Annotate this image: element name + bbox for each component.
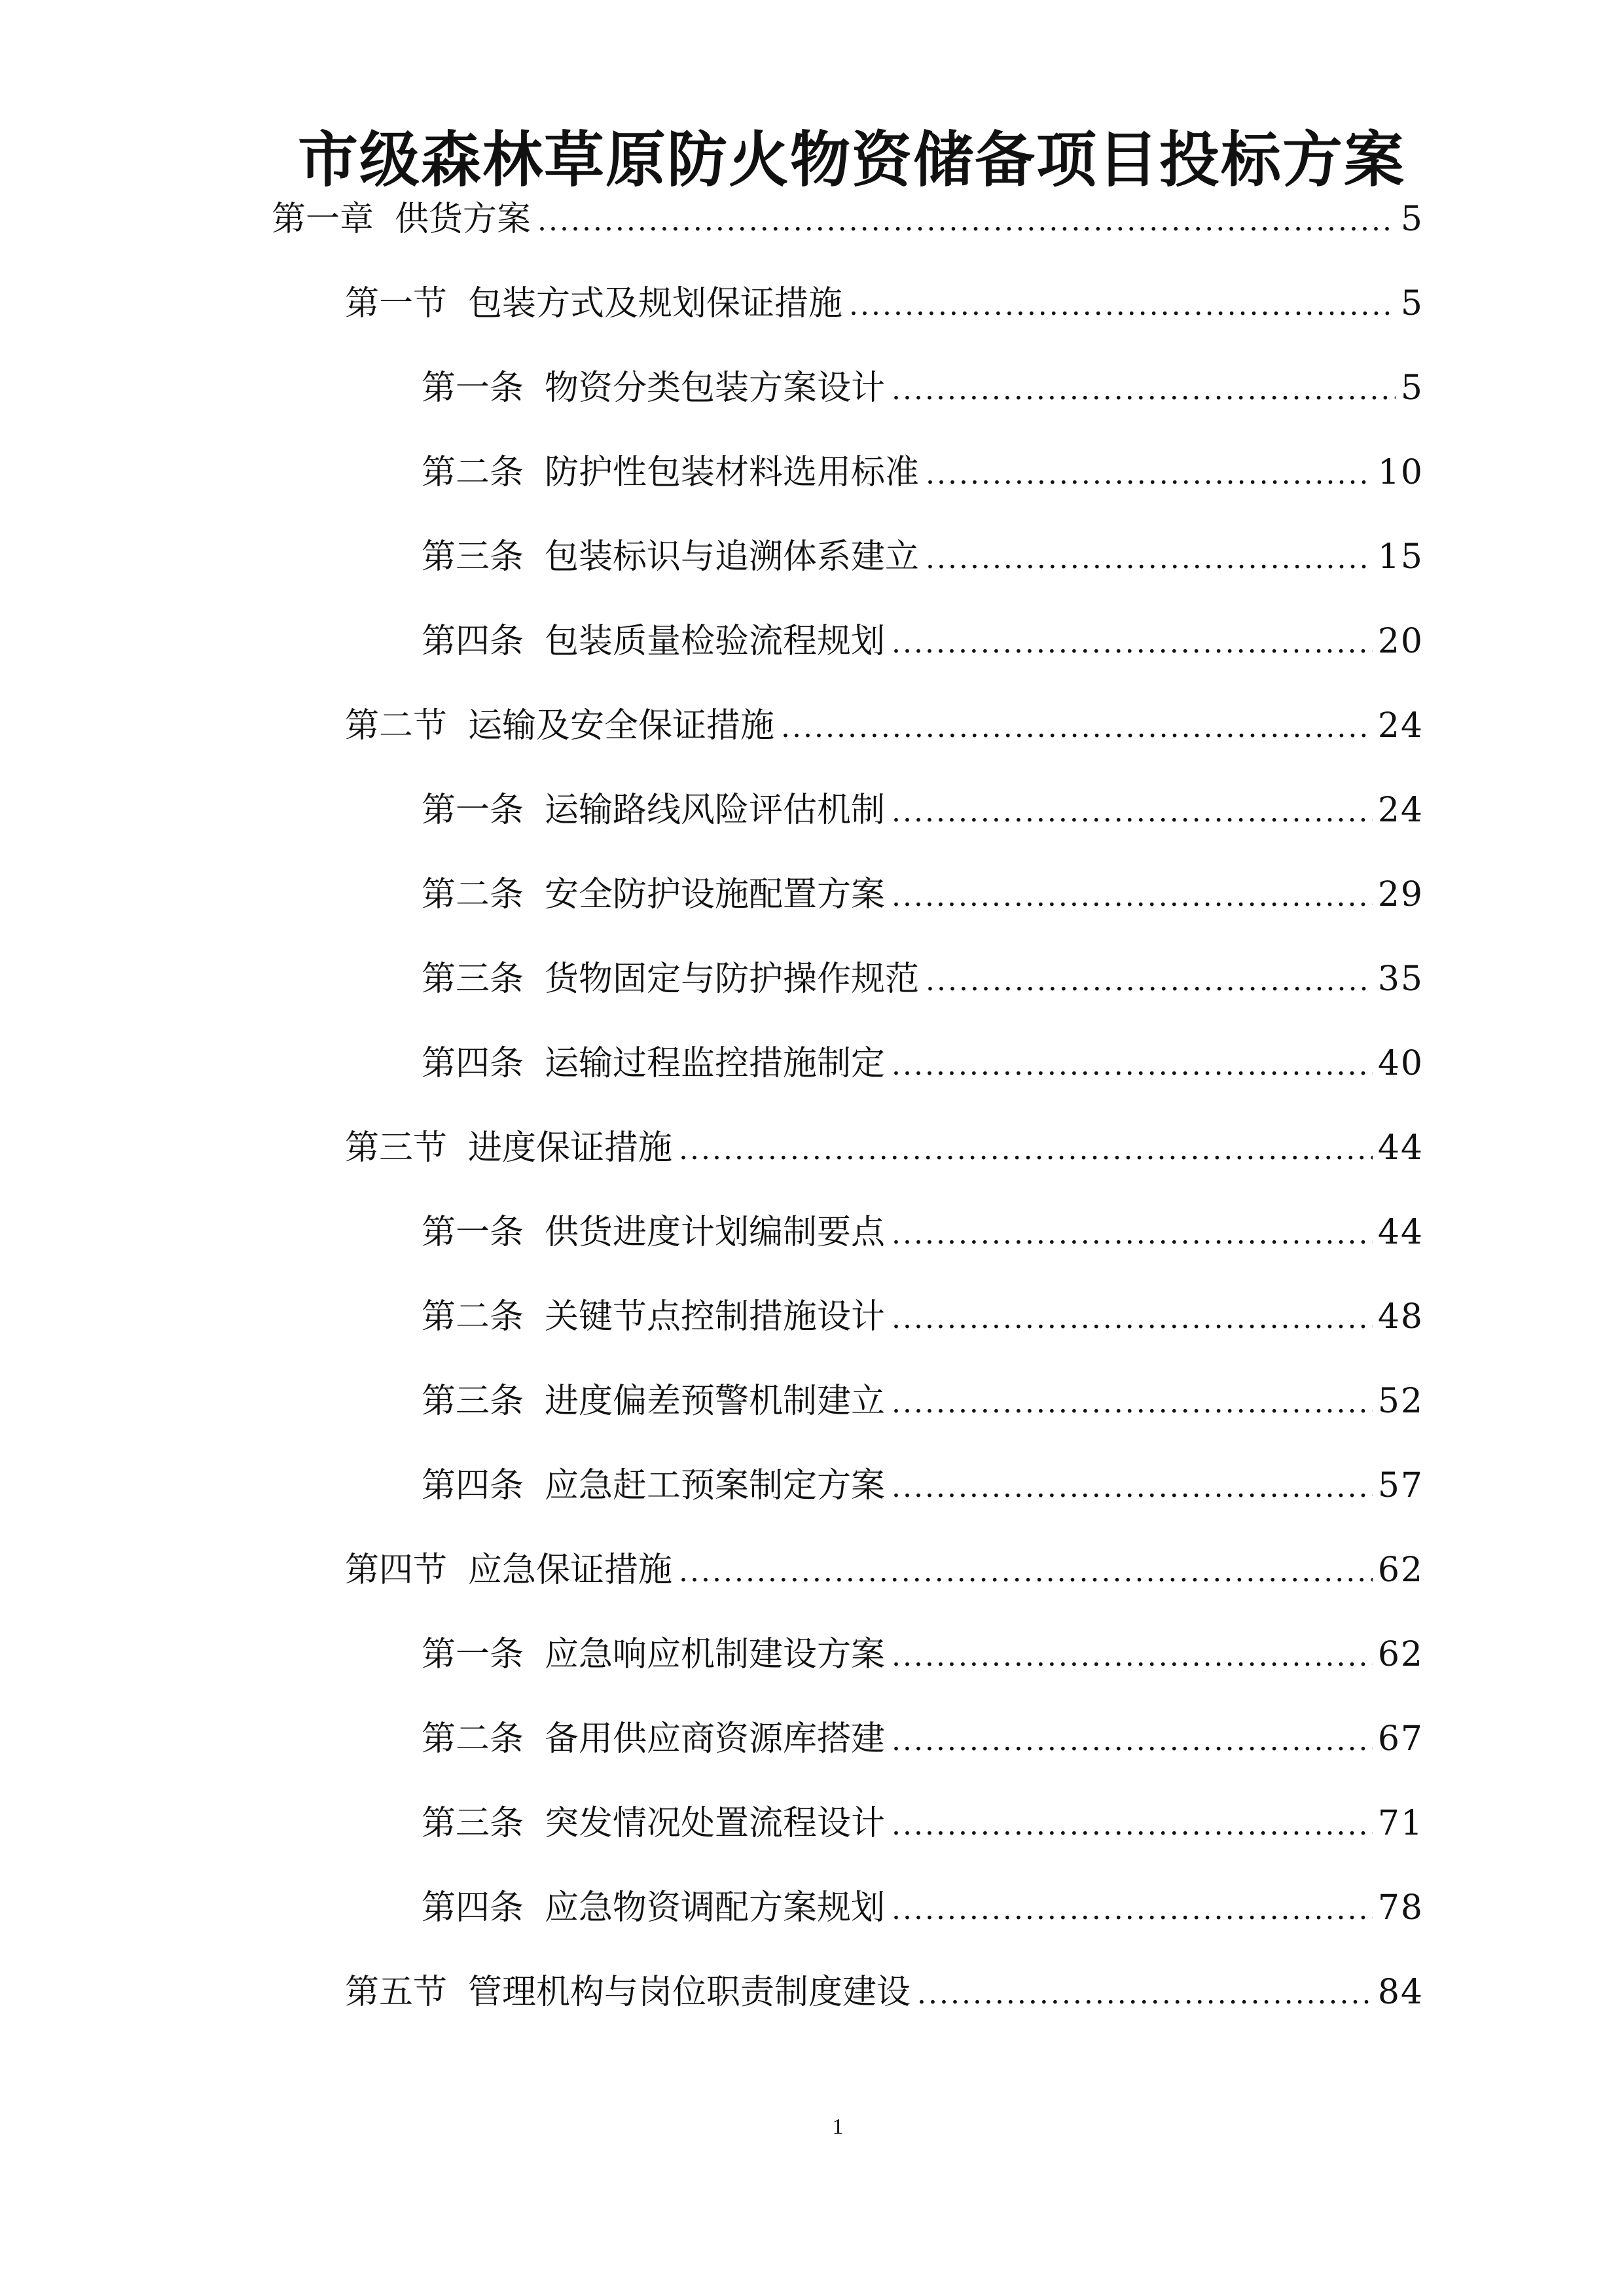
toc-entry-page: 10 — [1377, 453, 1424, 492]
toc-entry-label: 第三条 — [422, 1382, 524, 1421]
toc-entry-label: 第二条 — [422, 453, 524, 492]
toc-entry-label: 第二节 — [345, 706, 448, 745]
toc-entry-article[interactable] — [422, 946, 1424, 1012]
toc-dot-leader — [892, 1202, 1373, 1267]
toc-entry-page: 52 — [1377, 1382, 1424, 1421]
toc-entry-title: 进度偏差预警机制建立 — [545, 1382, 886, 1421]
toc-entry-title: 应急赶工预案制定方案 — [545, 1466, 886, 1505]
toc-dot-leader — [679, 1539, 1373, 1605]
toc-entry-label: 第四条 — [422, 1466, 524, 1505]
toc-entry-title: 供货方案 — [395, 200, 532, 239]
toc-entry-title: 安全防护设施配置方案 — [545, 875, 886, 914]
toc-dot-leader — [917, 1962, 1373, 2027]
toc-entry-label: 第二条 — [422, 875, 524, 914]
toc-dot-leader — [892, 1033, 1373, 1098]
toc-entry-label: 第一节 — [345, 284, 448, 323]
toc-entry-title: 运输路线风险评估机制 — [545, 791, 886, 830]
toc-entry-page: 62 — [1377, 1635, 1424, 1674]
toc-entry-title: 管理机构与岗位职责制度建设 — [468, 1973, 911, 2012]
document-title: 市级森林草原防火物资储备项目投标方案 — [297, 124, 1405, 195]
toc-dot-leader — [892, 1371, 1373, 1436]
toc-entry-label: 第二条 — [422, 1297, 524, 1336]
toc-entry-article[interactable] — [422, 524, 1424, 590]
toc-entry-article[interactable] — [422, 1622, 1424, 1687]
toc-entry-title: 运输及安全保证措施 — [468, 706, 775, 745]
toc-entry-title: 供货进度计划编制要点 — [545, 1213, 886, 1252]
toc-entry-label: 第四条 — [422, 622, 524, 661]
toc-entry-article[interactable] — [422, 440, 1424, 505]
toc-dot-leader — [926, 442, 1373, 507]
toc-entry-label: 第四节 — [345, 1551, 448, 1590]
toc-entry-article[interactable] — [422, 862, 1424, 927]
toc-entry-page: 5 — [1400, 200, 1424, 239]
toc-entry-page: 24 — [1377, 706, 1424, 745]
toc-dot-leader — [892, 1708, 1373, 1774]
toc-entry-page: 78 — [1377, 1888, 1424, 1928]
toc-entry-title: 货物固定与防护操作规范 — [545, 960, 920, 999]
toc-dot-leader — [892, 864, 1373, 929]
toc-entry-title: 包装质量检验流程规划 — [545, 622, 886, 661]
toc-dot-leader — [892, 1793, 1373, 1858]
toc-entry-title: 应急物资调配方案规划 — [545, 1888, 886, 1928]
toc-dot-leader — [892, 1624, 1373, 1689]
toc-entry-page: 67 — [1377, 1719, 1424, 1759]
toc-entry-article[interactable] — [422, 1453, 1424, 1518]
toc-entry-title: 包装方式及规划保证措施 — [468, 284, 843, 323]
toc-entry-page: 40 — [1377, 1044, 1424, 1083]
toc-entry-page: 29 — [1377, 875, 1424, 914]
toc-entry-title: 防护性包装材料选用标准 — [545, 453, 920, 492]
page-number: 1 — [832, 2115, 844, 2139]
toc-entry-page: 5 — [1400, 368, 1424, 408]
toc-entry-title: 物资分类包装方案设计 — [545, 368, 886, 408]
toc-entry-section[interactable] — [345, 271, 1424, 336]
toc-dot-leader — [537, 188, 1396, 254]
toc-entry-section[interactable] — [345, 1960, 1424, 2025]
toc-entry-title: 突发情况处置流程设计 — [545, 1804, 886, 1843]
toc-dot-leader — [781, 695, 1373, 761]
toc-entry-page: 15 — [1377, 537, 1424, 577]
toc-dot-leader — [892, 780, 1373, 845]
toc-entry-label: 第一条 — [422, 791, 524, 830]
toc-entry-label: 第三条 — [422, 537, 524, 577]
toc-entry-page: 84 — [1377, 1973, 1424, 2012]
toc-entry-article[interactable] — [422, 778, 1424, 843]
toc-entry-label: 第四条 — [422, 1888, 524, 1928]
toc-entry-article[interactable] — [422, 609, 1424, 674]
toc-entry-chapter[interactable] — [272, 187, 1424, 252]
toc-entry-label: 第二条 — [422, 1719, 524, 1759]
toc-entry-page: 62 — [1377, 1551, 1424, 1590]
toc-entry-page: 44 — [1377, 1213, 1424, 1252]
toc-entry-title: 运输过程监控措施制定 — [545, 1044, 886, 1083]
toc-dot-leader — [892, 1286, 1373, 1352]
toc-dot-leader — [892, 1455, 1373, 1520]
toc-entry-label: 第三条 — [422, 1804, 524, 1843]
toc-entry-article[interactable] — [422, 1369, 1424, 1434]
toc-entry-article[interactable] — [422, 1200, 1424, 1265]
toc-entry-section[interactable] — [345, 693, 1424, 759]
toc-entry-article[interactable] — [422, 355, 1424, 421]
toc-entry-label: 第一章 — [272, 200, 374, 239]
toc-entry-page: 71 — [1377, 1804, 1424, 1843]
toc-entry-title: 备用供应商资源库搭建 — [545, 1719, 886, 1759]
toc-entry-page: 24 — [1377, 791, 1424, 830]
toc-entry-article[interactable] — [422, 1875, 1424, 1941]
toc-dot-leader — [926, 526, 1373, 592]
toc-entry-article[interactable] — [422, 1031, 1424, 1096]
toc-entry-label: 第三节 — [345, 1128, 448, 1168]
toc-entry-page: 20 — [1377, 622, 1424, 661]
toc-entry-label: 第一条 — [422, 1213, 524, 1252]
toc-entry-page: 57 — [1377, 1466, 1424, 1505]
toc-entry-title: 包装标识与追溯体系建立 — [545, 537, 920, 577]
toc-entry-title: 应急响应机制建设方案 — [545, 1635, 886, 1674]
toc-dot-leader — [892, 357, 1396, 423]
toc-entry-label: 第一条 — [422, 1635, 524, 1674]
toc-entry-title: 关键节点控制措施设计 — [545, 1297, 886, 1336]
toc-entry-article[interactable] — [422, 1791, 1424, 1856]
toc-dot-leader — [892, 1877, 1373, 1943]
toc-entry-article[interactable] — [422, 1706, 1424, 1772]
toc-dot-leader — [849, 273, 1396, 338]
toc-entry-label: 第五节 — [345, 1973, 448, 2012]
toc-entry-section[interactable] — [345, 1115, 1424, 1181]
toc-entry-title: 应急保证措施 — [468, 1551, 673, 1590]
toc-entry-page: 35 — [1377, 960, 1424, 999]
toc-entry-article[interactable] — [422, 1284, 1424, 1350]
toc-entry-page: 44 — [1377, 1128, 1424, 1168]
toc-entry-section[interactable] — [345, 1537, 1424, 1603]
toc-entry-label: 第一条 — [422, 368, 524, 408]
toc-entry-label: 第三条 — [422, 960, 524, 999]
toc-entry-label: 第四条 — [422, 1044, 524, 1083]
toc-entry-page: 48 — [1377, 1297, 1424, 1336]
toc-dot-leader — [926, 948, 1373, 1014]
toc-entry-page: 5 — [1400, 284, 1424, 323]
toc-dot-leader — [679, 1117, 1373, 1183]
toc-dot-leader — [892, 611, 1373, 676]
toc-entry-title: 进度保证措施 — [468, 1128, 673, 1168]
